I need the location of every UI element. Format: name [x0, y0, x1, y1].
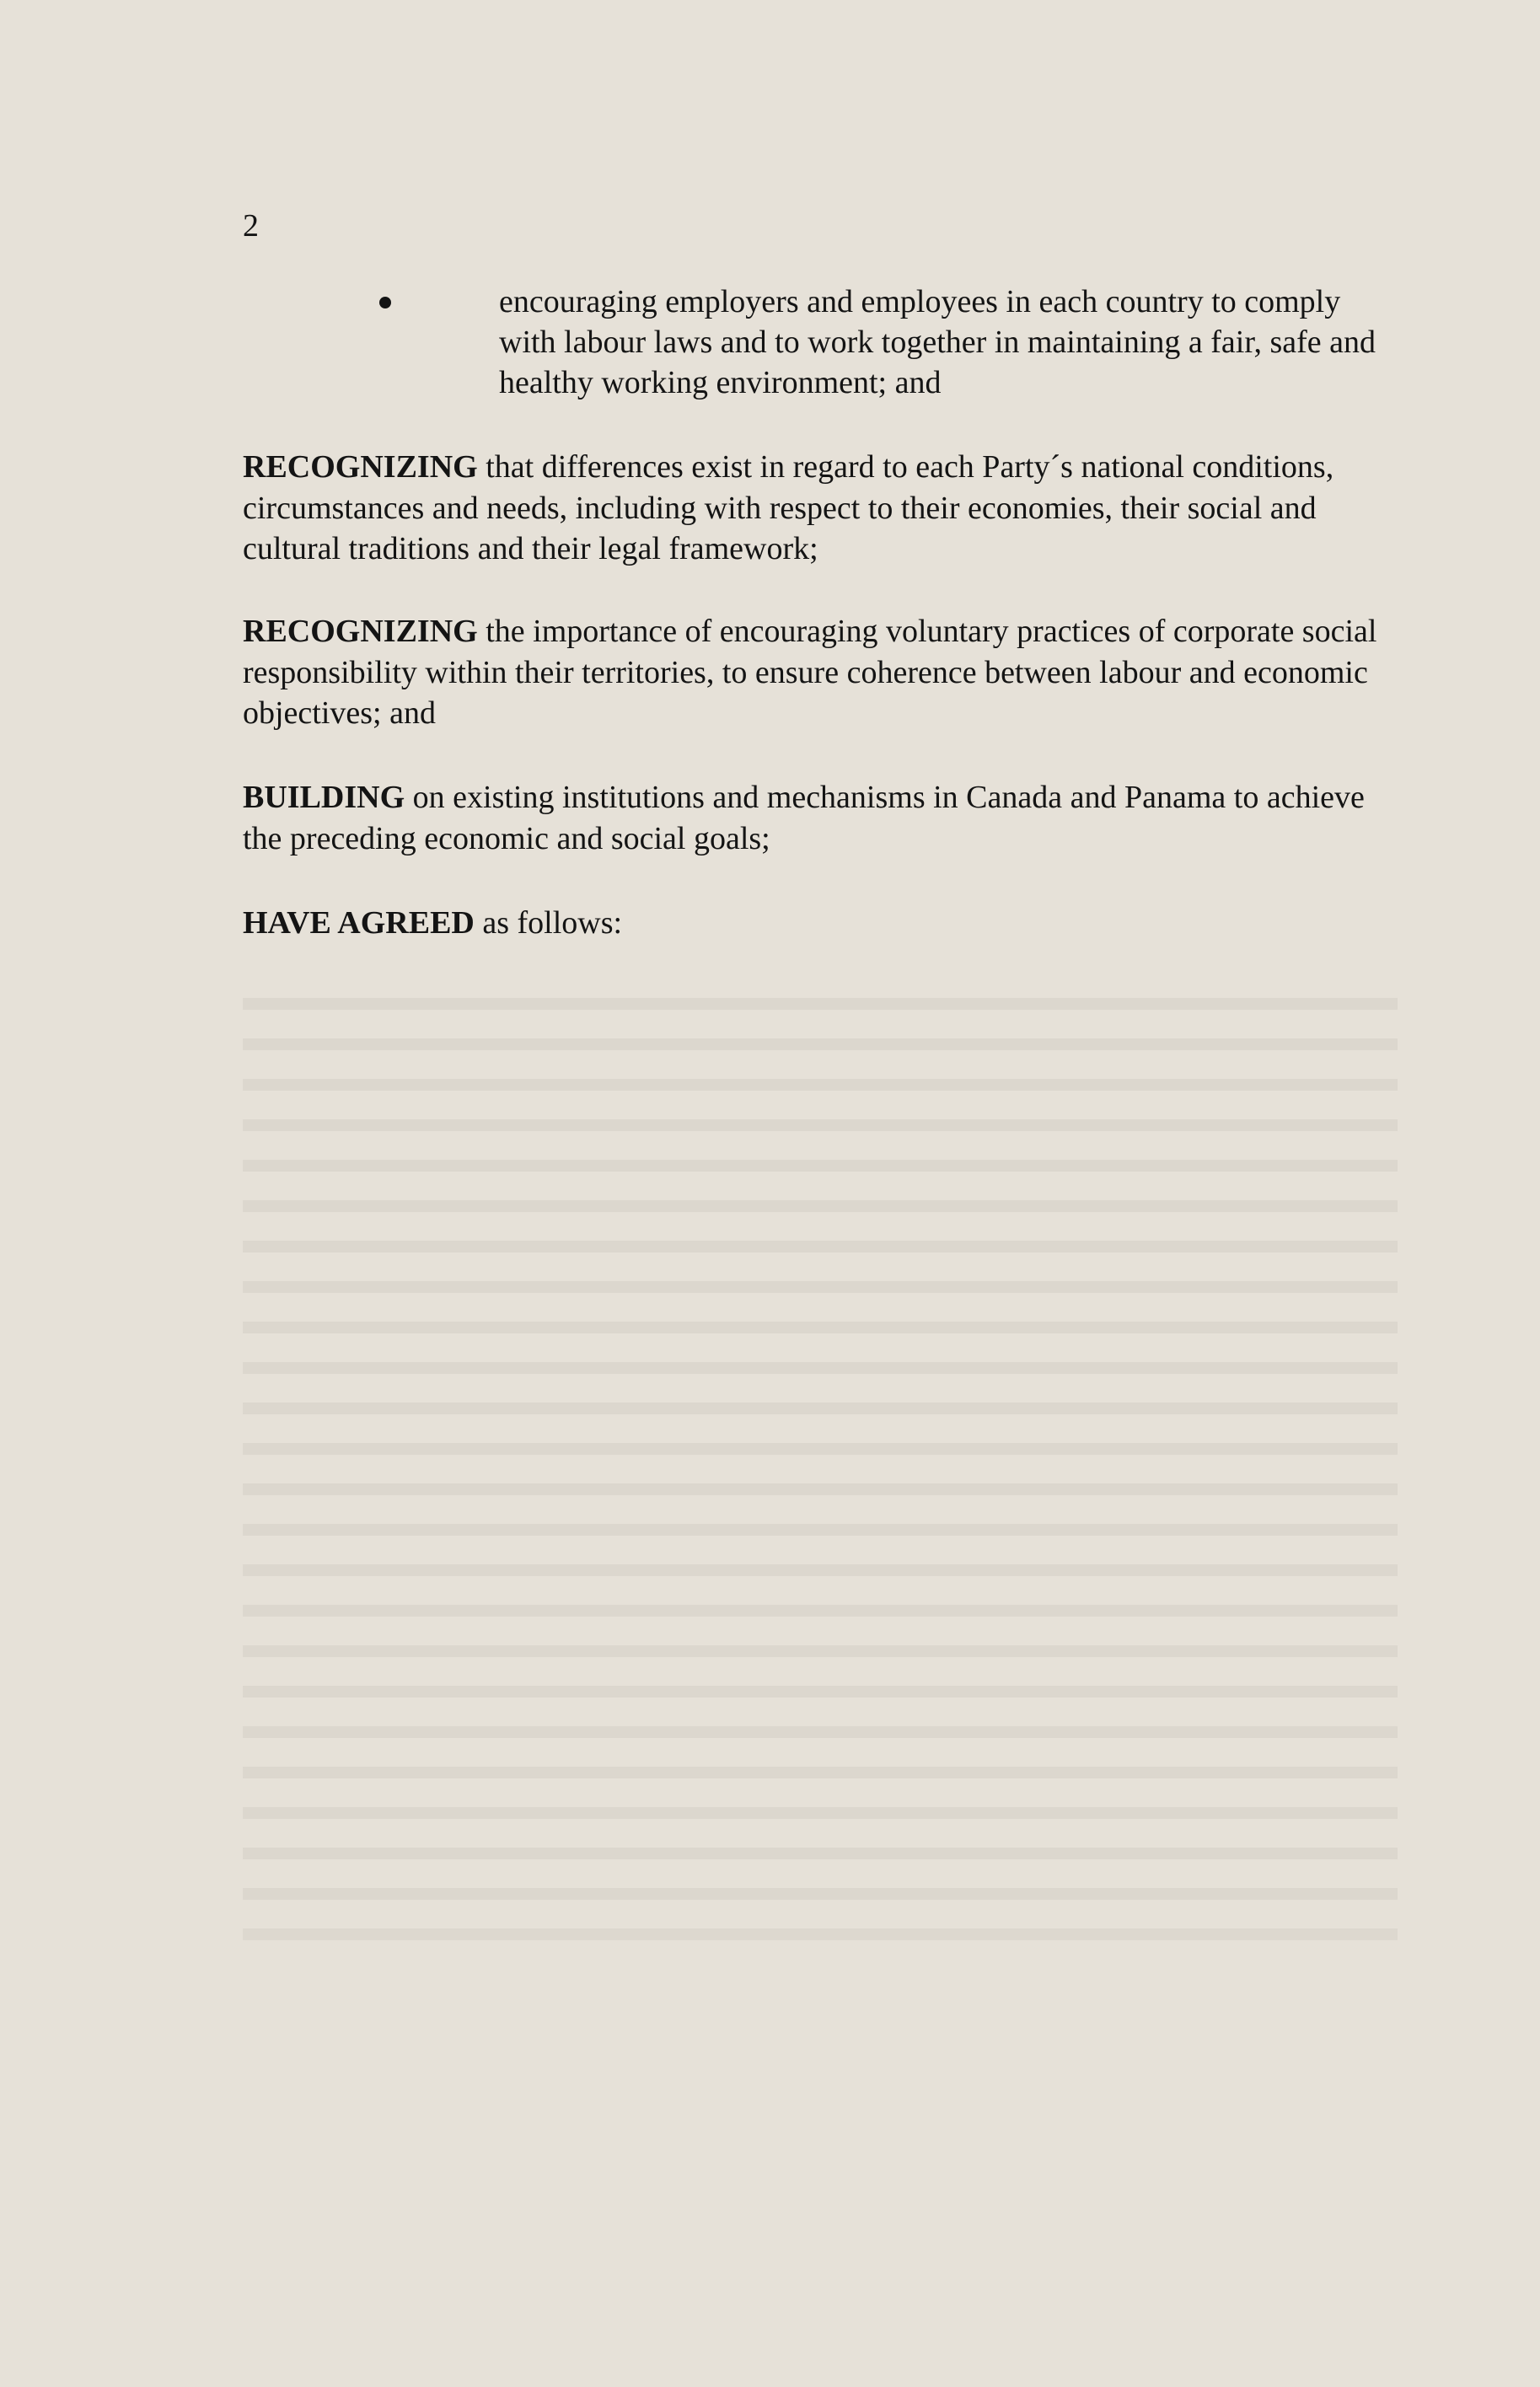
- paragraph-text: that differences exist in regard to each Party´s national conditions, circumstances and needs, including with respect to their economies, their social and cultural traditions and their legal framework;: [243, 449, 1334, 566]
- bullet-icon: [379, 297, 391, 308]
- paragraph-building: [243, 777, 1398, 859]
- bullet-text: encouraging employers and employees in each country to comply with labour laws and to work together in maintaining a fair, safe and healthy working environment; and: [499, 284, 1376, 400]
- paragraph-keyword: RECOGNIZING: [243, 614, 478, 649]
- paragraph-keyword: BUILDING: [243, 780, 405, 815]
- paragraph-have-agreed: [243, 903, 1398, 944]
- show-through-texture: [243, 969, 1398, 2234]
- paragraph-text: the importance of encouraging voluntary practices of corporate social responsibility within their territories, to ensure coherence between labour and economic objectives; and: [243, 614, 1377, 731]
- paragraph-recognizing-differences: [243, 447, 1398, 570]
- paragraph-text: as follows:: [474, 905, 623, 941]
- paragraph-keyword: HAVE AGREED: [243, 905, 475, 941]
- page-number: 2: [243, 208, 259, 244]
- paragraph-keyword: RECOGNIZING: [243, 449, 478, 485]
- paragraph-text: on existing institutions and mechanisms in Canada and Panama to achieve the preceding economic and social goals;: [243, 780, 1365, 856]
- paragraph-recognizing-csr: [243, 611, 1398, 734]
